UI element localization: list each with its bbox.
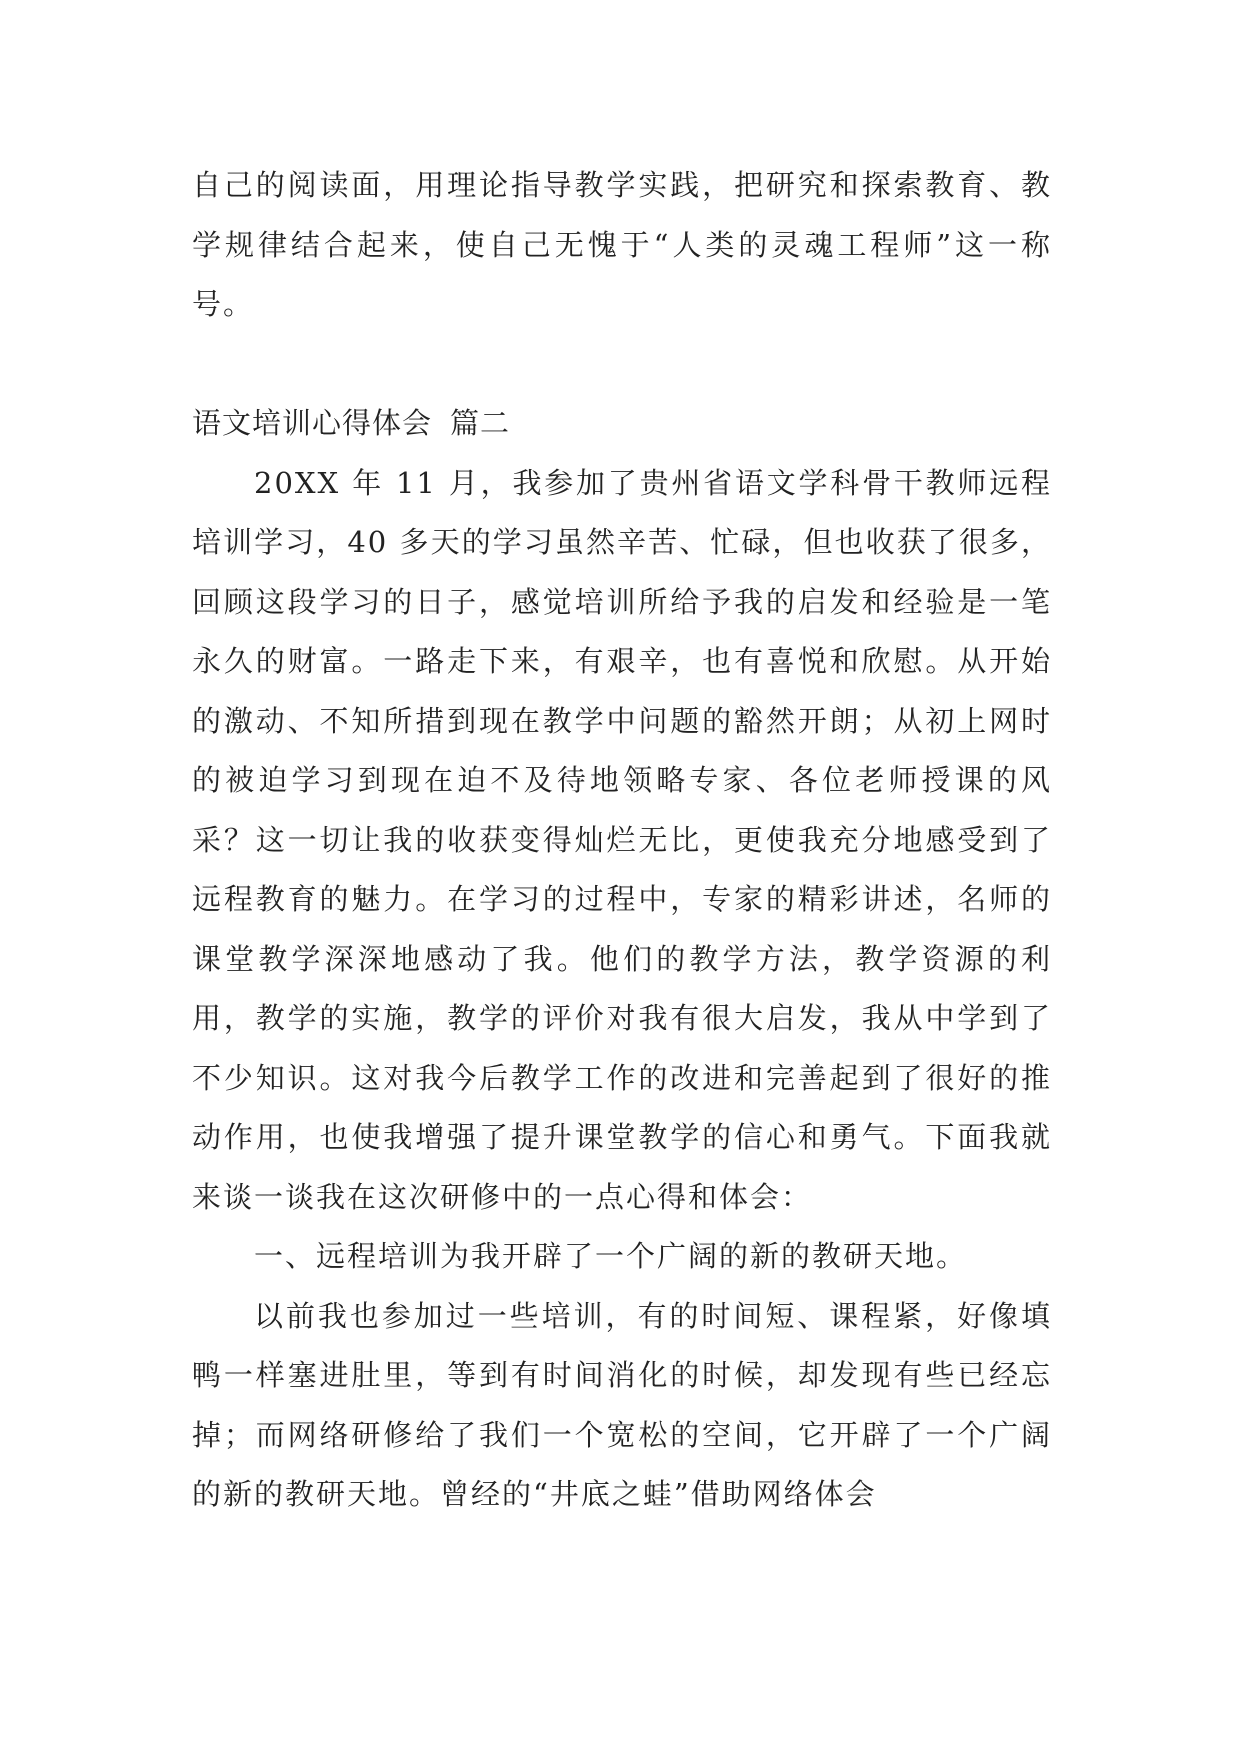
section-number: 篇二 — [450, 406, 511, 440]
body-paragraph-point-one: 一、远程培训为我开辟了一个广阔的新的教研天地。 — [254, 1239, 968, 1273]
continuation-paragraph: 自己的阅读面，用理论指导教学实践，把研究和探索教育、教学规律结合起来，使自己无愧于“人类的灵魂工程师”这一称号。 — [192, 168, 1052, 321]
document-page — [192, 156, 1052, 1525]
section-title: 语文培训心得体会 — [192, 406, 433, 440]
body-paragraph-detail: 以前我也参加过一些培训，有的时间短、课程紧，好像填鸭一样塞进肚里，等到有时间消化的时候，却发现有些已经忘掉；而网络研修给了我们一个宽松的空间，它开辟了一个广阔的新的教研天地。曾经的“井底之蛙”借助网络体会 — [192, 1298, 1052, 1511]
section-heading — [192, 394, 1052, 454]
body-paragraph-intro: 20XX 年 11 月，我参加了贵州省语文学科骨干教师远程培训学习，40 多天的学习虽然辛苦、忙碌，但也收获了很多，回顾这段学习的日子，感觉培训所给予我的启发和经验是一笔永久的财富。一路走下来，有艰辛，也有喜悦和欣慰。从开始的激动、不知所措到现在教学中问题的豁然开朗；从初上网时的被迫学习到现在迫不及待地领略专家、各位老师授课的风采？这一切让我的收获变得灿烂无比，更使我充分地感受到了远程教育的魅力。在学习的过程中，专家的精彩讲述，名师的课堂教学深深地感动了我。他们的教学方法，教学资源的利用，教学的实施，教学的评价对我有很大启发，我从中学到了不少知识。这对我今后教学工作的改进和完善起到了很好的推动作用，也使我增强了提升课堂教学的信心和勇气。下面我就来谈一谈我在这次研修中的一点心得和体会： — [192, 465, 1052, 1214]
